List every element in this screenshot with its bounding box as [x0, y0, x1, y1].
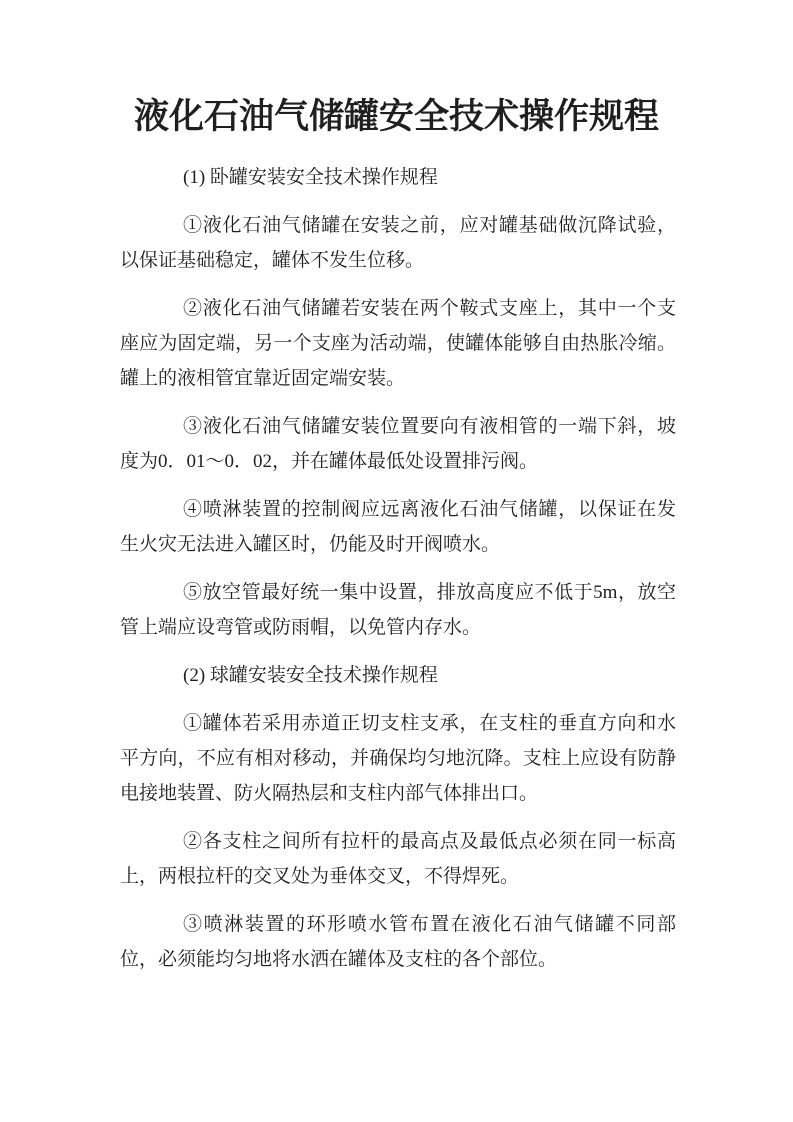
section-1-heading: (1) 卧罐安装安全技术操作规程 — [183, 167, 438, 188]
document-title: 液化石油气储罐安全技术操作规程 — [133, 97, 659, 136]
section-1-paragraph-5: ⑤放空管最好统一集中设置，排放高度应不低于5m，放空管上端应设弯管或防雨帽，以免管内存水。 — [120, 582, 676, 638]
document-body — [120, 138, 676, 977]
section-1-paragraph-1: ①液化石油气储罐在安装之前，应对罐基础做沉降试验，以保证基础稳定，罐体不发生位移。 — [120, 215, 676, 271]
section-2-paragraph-2: ②各支柱之间所有拉杆的最高点及最低点必须在同一标高上，两根拉杆的交叉处为垂体交叉，不得焊死。 — [120, 831, 676, 887]
section-1-paragraph-2: ②液化石油气储罐若安装在两个鞍式支座上，其中一个支座应为固定端，另一个支座为活动端，使罐体能够自由热胀冷缩。罐上的液相管宜靠近固定端安装。 — [120, 298, 676, 389]
section-1-paragraph-3: ③液化石油气储罐安装位置要向有液相管的一端下斜，坡度为0．01～0．02，并在罐体最低处设置排污阀。 — [120, 416, 676, 472]
section-2-paragraph-3: ③喷淋装置的环形喷水管布置在液化石油气储罐不同部位，必须能均匀地将水洒在罐体及支柱的各个部位。 — [120, 914, 676, 970]
section-1-paragraph-4: ④喷淋装置的控制阀应远离液化石油气储罐，以保证在发生火灾无法进入罐区时，仍能及时开阀喷水。 — [120, 499, 676, 555]
section-2-paragraph-1: ①罐体若采用赤道正切支柱支承，在支柱的垂直方向和水平方向，不应有相对移动，并确保均匀地沉降。支柱上应设有防静电接地装置、防火隔热层和支柱内部气体排出口。 — [120, 713, 676, 804]
section-2-heading: (2) 球罐安装安全技术操作规程 — [183, 665, 438, 686]
